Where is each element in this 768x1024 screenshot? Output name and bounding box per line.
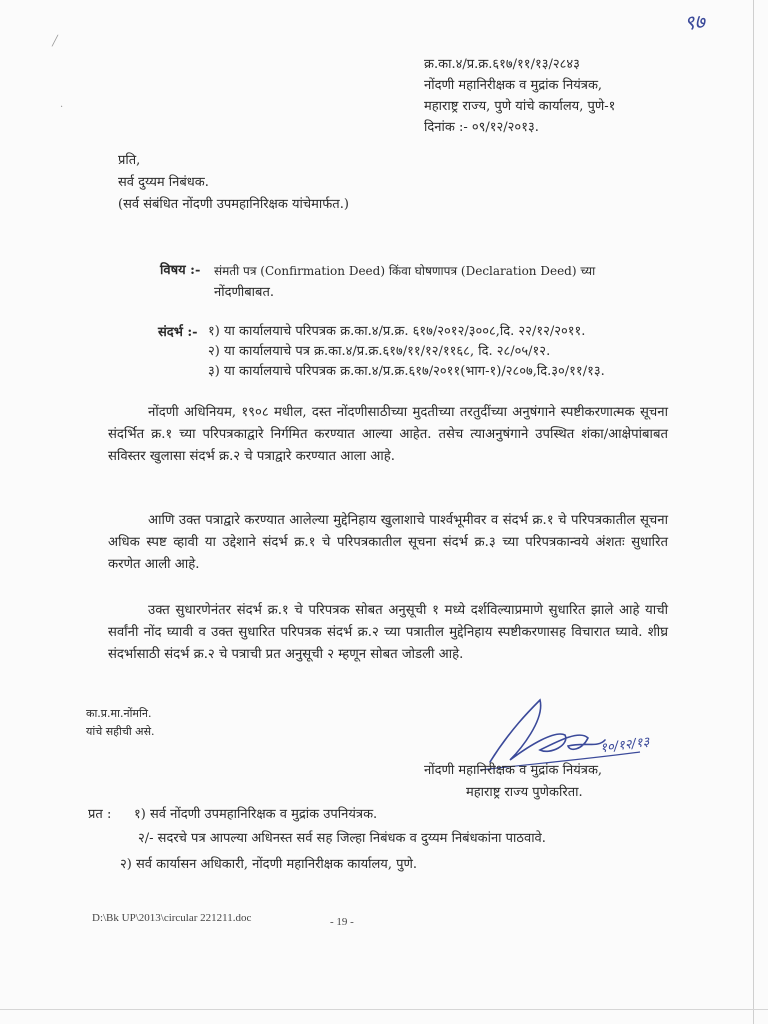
scan-speck: · <box>60 102 64 113</box>
addressee-line-2: (सर्व संबंधित नोंदणी उपमहानिरिक्षक यांचेमार्फत.) <box>118 197 349 212</box>
body-paragraph-3 <box>108 600 668 666</box>
paragraph-text: आणि उक्त पत्राद्वारे करण्यात आलेल्या मुद्देनिहाय खुलाशाचे पार्श्वभूमीवर व संदर्भ क्र.१ चे परिपत्रकातील सूचना अधिक स्पष्ट व्हावी या उद्देशाने संदर्भ क्र.१ चे परिपत्रकातील सूचना संदर्भ क्र.३ च्या परिपत्रकान्वये अंशतः सुधारित करणेत आली आहे. <box>108 513 668 572</box>
office-line-1: नोंदणी महानिरीक्षक व मुद्रांक नियंत्रक, <box>424 78 603 93</box>
body-paragraph-1 <box>108 402 668 468</box>
subject-line-1: संमती पत्र (Confirmation Deed) किंवा घोषणापत्र (Declaration Deed) च्या <box>214 264 596 278</box>
footer-file-path: D:\Bk UP\2013\circular 221211.doc <box>92 912 252 924</box>
handwritten-page-number: ९७ <box>682 8 707 36</box>
signatory-line-1: नोंदणी महानिरीक्षक व मुद्रांक नियंत्रक, <box>424 763 603 778</box>
copy-item: २/- सदरचे पत्र आपल्या अधिनस्त सर्व सह जिल्हा निबंधक व दुय्यम निबंधकांना पाठवावे. <box>138 831 546 846</box>
addressee-to: प्रति, <box>118 153 141 168</box>
paragraph-text: नोंदणी अधिनियम, १९०८ मधील, दस्त नोंदणीसाठीच्या मुदतीच्या तरतुदींच्या अनुषंगाने स्पष्टीकरणात्मक सूचना संदर्भित क्र.१ च्या परिपत्रकाद्वारे निर्गमित करण्यात आल्या आहेत. तसेच त्याअनुषंगाने उपस्थित शंका/आक्षेपांबाबत सविस्तर खुलासा संदर्भ क्र.२ चे पत्राद्वारे करण्यात आला आहे. <box>108 405 668 464</box>
office-line-2: महाराष्ट्र राज्य, पुणे यांचे कार्यालय, पुणे-१ <box>424 99 616 114</box>
scan-edge-bottom <box>0 1009 768 1010</box>
references-list <box>208 322 605 382</box>
subject-label: विषय :- <box>160 263 201 278</box>
scan-edge-right <box>753 0 754 1024</box>
addressee-line-1: सर्व दुय्यम निबंधक. <box>118 175 209 190</box>
subject-line-2: नोंदणीबाबत. <box>214 285 275 300</box>
references-label: संदर्भ :- <box>158 325 198 340</box>
signature-date: १०/१२/१३ <box>599 734 651 757</box>
body-paragraph-2 <box>108 510 668 576</box>
reference-item: २) या कार्यालयाचे पत्र क्र.का.४/प्र.क्र.६१७/११/१२/११६८, दि. २८/०५/१२. <box>208 344 551 359</box>
approval-note-line-1: का.प्र.मा.नोंमनि. <box>86 707 152 720</box>
scan-speck: ╱ <box>52 36 59 47</box>
approval-note-line-2: यांचे सहीची असे. <box>86 725 155 738</box>
signatory-line-2: महाराष्ट्र राज्य पुणेकरिता. <box>466 785 583 800</box>
reference-item: १) या कार्यालयाचे परिपत्रक क्र.का.४/प्र.क्र. ६१७/२०१२/३००८,दि. २२/१२/२०११. <box>208 324 586 339</box>
letter-date: दिनांक :- ०९/१२/२०१३. <box>424 120 539 135</box>
copy-item: १) सर्व नोंदणी उपमहानिरिक्षक व मुद्रांक उपनियंत्रक. <box>134 807 378 822</box>
paragraph-text: उक्त सुधारणेनंतर संदर्भ क्र.१ चे परिपत्रक सोबत अनुसूची १ मध्ये दर्शविल्याप्रमाणे सुधारित झाले आहे याची सर्वांनी नोंद घ्यावी व उक्त सुधारित परिपत्रक संदर्भ क्र.२ च्या पत्रातील मुद्देनिहाय स्पष्टीकरणासह विचारात घ्यावे. शीघ्र संदर्भासाठी संदर्भ क्र.२ चे पत्राची प्रत अनुसूची २ म्हणून सोबत जोडली आहे. <box>108 603 668 662</box>
reference-item: ३) या कार्यालयाचे परिपत्रक क्र.का.४/प्र.क्र.६१७/२०११(भाग-१)/२८०७,दि.३०/११/१३. <box>208 364 605 379</box>
copy-item: २) सर्व कार्यासन अधिकारी, नोंदणी महानिरीक्षक कार्यालय, पुणे. <box>120 857 418 872</box>
footer-page-marker: - 19 - <box>330 916 354 928</box>
reference-number: क्र.का.४/प्र.क्र.६१७/११/१३/२८४३ <box>424 57 580 72</box>
copies-label: प्रत : <box>88 807 112 822</box>
